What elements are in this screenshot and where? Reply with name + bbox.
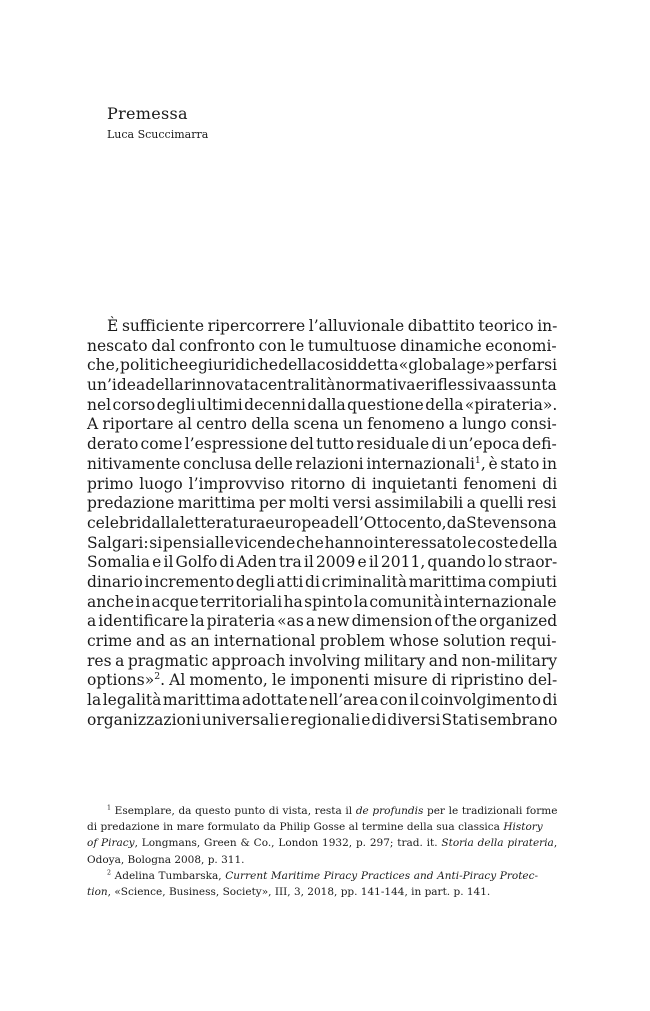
body-line: crime and as an international problem whose solution requi- — [87, 632, 557, 650]
body-line: derato come l’espressione del tutto residuale di un’epoca defi- — [87, 435, 557, 454]
body-line: a identificare la pirateria «as a new dimension of the organized — [87, 612, 558, 631]
body-text — [87, 317, 557, 730]
footnote-ref-2[interactable]: 2 — [154, 671, 161, 683]
footnote-marker-2: 2 — [107, 869, 112, 877]
body-line: A riportare al centro della scena un fenomeno a lungo consi- — [87, 415, 557, 434]
footnote-1 — [87, 803, 557, 819]
body-line: un’idea della rinnovata centralità normativa e riflessiva assunta — [87, 376, 557, 395]
chapter-title: Premessa — [107, 104, 188, 123]
footnote-text: per le tradizionali forme — [423, 805, 558, 817]
footnote-text: , Longmans, Green & Co., London 1932, p. 297; trad. it. — [134, 837, 442, 850]
footnote-italic: History — [503, 821, 543, 834]
body-line: Somalia e il Golfo di Aden tra il 2009 e il 2011, quando lo straor- — [87, 553, 558, 572]
footnote-italic: Current Maritime Piracy Practices and Anti-Piracy Protec- — [225, 869, 539, 882]
footnote-2 — [87, 868, 557, 884]
footnote-italic: of Piracy — [87, 837, 135, 850]
body-line-text: , è stato in — [480, 454, 557, 473]
footnote-marker-1: 1 — [107, 804, 112, 812]
body-line: anche in acque territoriali ha spinto la comunità internazionale — [87, 592, 557, 611]
footnote-text: , «Science, Business, Society», III, 3, 2018, pp. 141-144, in part. p. 141. — [107, 885, 491, 898]
footnote-1-line: Odoya, Bologna 2008, p. 311. — [87, 853, 245, 866]
body-line: la legalità marittima adottate nell’area con il coinvolgimento di — [87, 691, 558, 710]
footnote-text: , — [553, 837, 558, 850]
body-line-text: nitivamente conclusa delle relazioni internazionali — [87, 454, 475, 473]
footnote-text: di predazione in mare formulato da Philip Gosse al termine della sua classica — [87, 821, 504, 834]
footnote-text: Adelina Tumbarska, — [111, 869, 226, 882]
footnote-1-line — [87, 819, 557, 835]
footnote-2-line — [87, 884, 557, 900]
footnote-text: Esemplare, da questo punto di vista, resta il — [111, 805, 356, 817]
body-line: organizzazioni universali e regionali e di diversi Stati sembrano — [87, 710, 558, 729]
body-line — [87, 455, 557, 475]
body-line — [87, 671, 557, 691]
body-line: Salgari: si pensi alle vicende che hanno interessato le coste della — [87, 533, 558, 552]
body-line-text: . Al momento, le imponenti misure di ripristino del- — [160, 671, 558, 690]
body-line: nescato dal confronto con le tumultuose dinamiche economi- — [87, 336, 557, 355]
footnote-italic: de profundis — [355, 805, 424, 817]
body-line: nel corso degli ultimi decenni dalla questione della «pirateria». — [87, 395, 558, 414]
author-name: Luca Scuccimarra — [107, 128, 209, 141]
footnotes — [87, 803, 557, 900]
body-line-text: options» — [87, 671, 155, 690]
chapter-header — [107, 104, 208, 143]
body-line: che, politiche e giuridiche della cosiddetta «global age» per farsi — [87, 356, 558, 375]
footnote-1-line — [87, 835, 557, 851]
footnote-italic: Storia della pirateria — [441, 837, 554, 850]
footnote-ref-1[interactable]: 1 — [474, 454, 481, 466]
footnote-italic: tion — [87, 885, 108, 898]
body-line: celebri dalla letteratura europea dell’Ottocento, da Stevenson a — [87, 513, 557, 532]
body-line: dinario incremento degli atti di criminalità marittima compiuti — [87, 572, 557, 591]
body-line: È sufficiente ripercorrere l’alluvionale dibattito teorico in- — [107, 317, 558, 335]
body-line: primo luogo l’improvviso ritorno di inquietanti fenomeni di — [87, 474, 558, 493]
body-line: predazione marittima per molti versi assimilabili a quelli resi — [87, 494, 557, 513]
body-line: res a pragmatic approach involving military and non-military — [87, 651, 558, 670]
